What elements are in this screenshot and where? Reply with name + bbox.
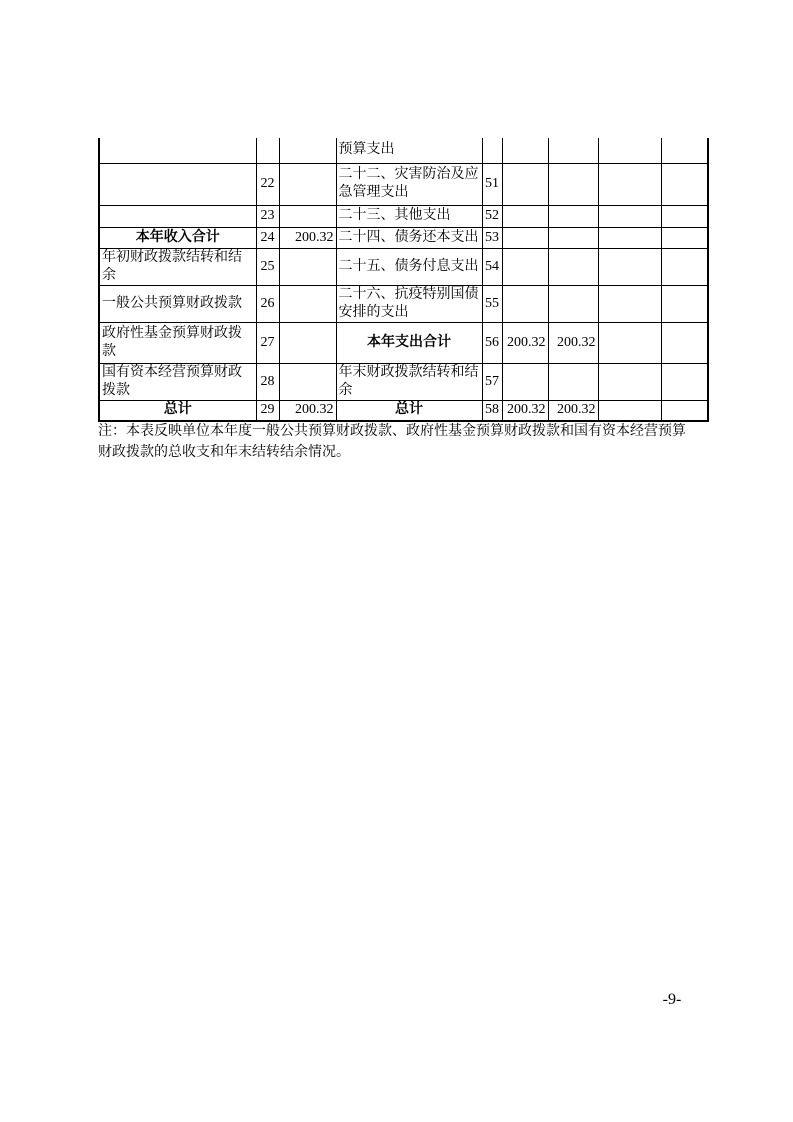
cell-expense-amount-1 — [502, 138, 548, 163]
cell-extra-2 — [661, 285, 708, 322]
cell-expense-amount-1: 200.32 — [502, 400, 548, 421]
cell-income-item: 年初财政拨款结转和结余 — [99, 248, 256, 285]
cell-income-amount — [279, 163, 336, 205]
table-row — [99, 363, 708, 400]
cell-expense-row-no: 55 — [482, 285, 502, 322]
cell-income-amount — [279, 205, 336, 227]
cell-income-row-no: 24 — [256, 227, 279, 248]
cell-expense-item: 二十四、债务还本支出 — [336, 227, 482, 248]
cell-income-row-no: 22 — [256, 163, 279, 205]
cell-extra-1 — [598, 248, 661, 285]
cell-income-amount: 200.32 — [279, 400, 336, 421]
cell-extra-2 — [661, 363, 708, 400]
cell-income-item — [99, 138, 256, 163]
cell-expense-item: 年末财政拨款结转和结余 — [336, 363, 482, 400]
cell-extra-2 — [661, 227, 708, 248]
table-footnote: 注：本表反映单位本年度一般公共预算财政拨款、政府性基金预算财政拨款和国有资本经营预算财政拨款的总收支和年末结转结余情况。 — [98, 424, 686, 460]
cell-income-amount — [279, 138, 336, 163]
cell-expense-row-no: 53 — [482, 227, 502, 248]
cell-income-item — [99, 205, 256, 227]
cell-income-item: 一般公共预算财政拨款 — [99, 285, 256, 322]
cell-income-item: 国有资本经营预算财政拨款 — [99, 363, 256, 400]
cell-extra-1 — [598, 227, 661, 248]
cell-expense-item: 二十二、灾害防治及应急管理支出 — [336, 163, 482, 205]
budget-summary-table — [98, 138, 709, 422]
cell-income-row-no: 23 — [256, 205, 279, 227]
cell-expense-amount-1 — [502, 248, 548, 285]
table-row — [99, 248, 708, 285]
cell-income-row-no: 29 — [256, 400, 279, 421]
cell-extra-1 — [598, 363, 661, 400]
table-row — [99, 205, 708, 227]
cell-extra-2 — [661, 205, 708, 227]
cell-income-item: 政府性基金预算财政拨款 — [99, 322, 256, 363]
cell-expense-amount-2: 200.32 — [548, 322, 598, 363]
cell-income-row-no: 26 — [256, 285, 279, 322]
cell-expense-row-no: 58 — [482, 400, 502, 421]
cell-grand-total-label: 总计 — [336, 400, 482, 421]
cell-expense-amount-2 — [548, 248, 598, 285]
cell-extra-1 — [598, 163, 661, 205]
table-row — [99, 285, 708, 322]
cell-income-total-label: 本年收入合计 — [99, 227, 256, 248]
cell-income-amount — [279, 285, 336, 322]
cell-expense-total-label: 本年支出合计 — [336, 322, 482, 363]
cell-expense-amount-1 — [502, 163, 548, 205]
cell-income-row-no: 27 — [256, 322, 279, 363]
cell-income-amount — [279, 248, 336, 285]
cell-extra-2 — [661, 248, 708, 285]
cell-expense-amount-2 — [548, 138, 598, 163]
cell-income-amount — [279, 363, 336, 400]
cell-expense-item: 二十三、其他支出 — [336, 205, 482, 227]
cell-income-amount: 200.32 — [279, 227, 336, 248]
cell-expense-row-no — [482, 138, 502, 163]
cell-extra-1 — [598, 322, 661, 363]
cell-expense-amount-2: 200.32 — [548, 400, 598, 421]
cell-income-row-no: 25 — [256, 248, 279, 285]
cell-expense-amount-2 — [548, 285, 598, 322]
cell-extra-2 — [661, 138, 708, 163]
cell-expense-amount-1: 200.32 — [502, 322, 548, 363]
cell-expense-amount-2 — [548, 205, 598, 227]
cell-expense-row-no: 56 — [482, 322, 502, 363]
cell-expense-row-no: 54 — [482, 248, 502, 285]
cell-expense-amount-1 — [502, 205, 548, 227]
cell-income-row-no: 28 — [256, 363, 279, 400]
cell-expense-row-no: 51 — [482, 163, 502, 205]
table-row — [99, 163, 708, 205]
table-row — [99, 138, 708, 163]
cell-income-item — [99, 163, 256, 205]
cell-expense-row-no: 52 — [482, 205, 502, 227]
cell-expense-row-no: 57 — [482, 363, 502, 400]
table-row — [99, 227, 708, 248]
cell-expense-item: 二十六、抗疫特别国债安排的支出 — [336, 285, 482, 322]
cell-expense-amount-2 — [548, 363, 598, 400]
cell-income-row-no — [256, 138, 279, 163]
cell-grand-total-label: 总计 — [99, 400, 256, 421]
page-number: -9- — [662, 991, 682, 1008]
cell-expense-amount-1 — [502, 227, 548, 248]
cell-extra-1 — [598, 285, 661, 322]
cell-extra-2 — [661, 400, 708, 421]
cell-extra-1 — [598, 400, 661, 421]
table-row — [99, 400, 708, 421]
cell-extra-1 — [598, 205, 661, 227]
cell-extra-2 — [661, 163, 708, 205]
cell-expense-item: 二十五、债务付息支出 — [336, 248, 482, 285]
cell-income-amount — [279, 322, 336, 363]
table-row — [99, 322, 708, 363]
cell-expense-amount-1 — [502, 363, 548, 400]
cell-expense-item: 预算支出 — [336, 138, 482, 163]
cell-expense-amount-2 — [548, 227, 598, 248]
cell-expense-amount-1 — [502, 285, 548, 322]
cell-extra-1 — [598, 138, 661, 163]
cell-expense-amount-2 — [548, 163, 598, 205]
cell-extra-2 — [661, 322, 708, 363]
